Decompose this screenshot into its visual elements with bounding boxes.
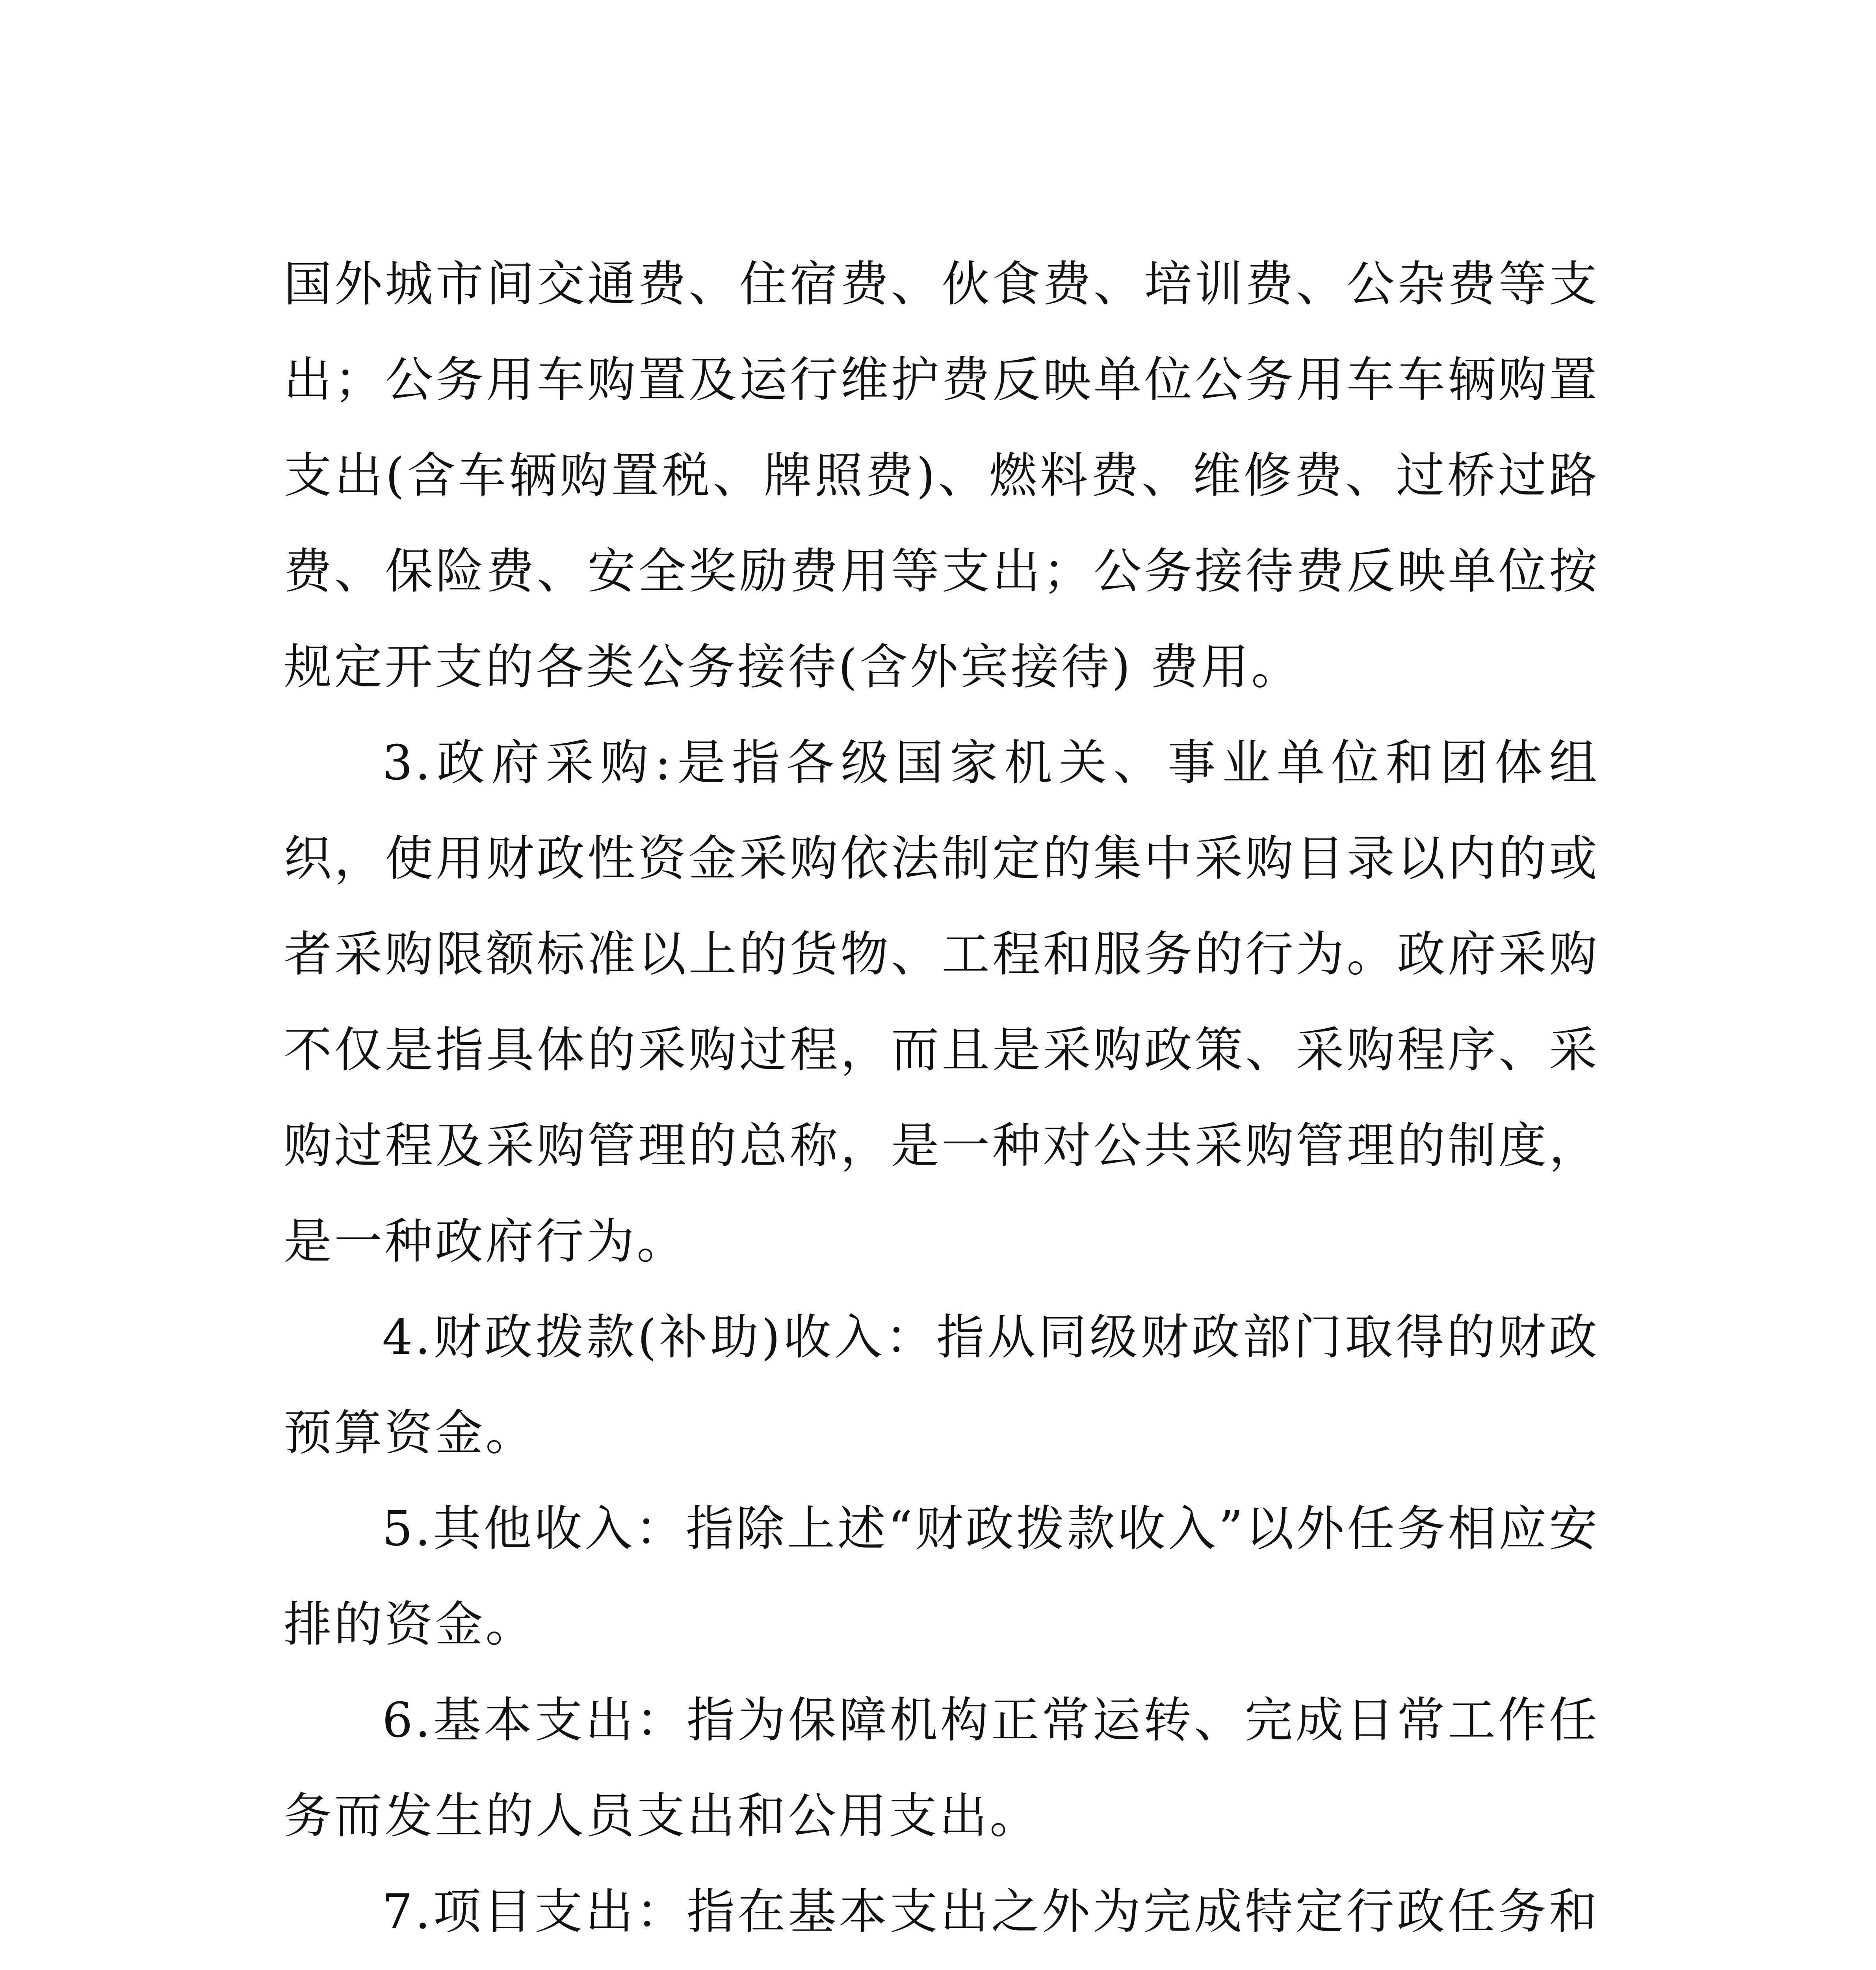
paragraph-continuation-public-expenses: 国外城市间交通费、住宿费、伙食费、培训费、公杂费等支出；公务用车购置及运行维护费反映单位公务用车车辆购置支出(含车辆购置税、牌照费)、燃料费、维修费、过桥过路费、保险费、安全奖励费用等支出；公务接待费反映单位按规定开支的各类公务接待(含外宾接待) 费用。: [284, 256, 1599, 695]
paragraph-basic-expenditure: 6.基本支出：指为保障机构正常运转、完成日常工作任务而发生的人员支出和公用支出。: [284, 1692, 1599, 1844]
paragraph-project-expenditure: 7.项目支出：指在基本支出之外为完成特定行政任务和: [382, 1884, 1599, 1940]
document-body: [284, 236, 1599, 1970]
paragraph-fiscal-appropriation-income: 4.财政拨款(补助)收入：指从同级财政部门取得的财政预算资金。: [284, 1309, 1599, 1461]
paragraph-other-income: 5.其他收入：指除上述“财政拨款收入”以外任务相应安排的资金。: [284, 1501, 1599, 1652]
paragraph-government-procurement: 3.政府采购:是指各级国家机关、事业单位和团体组织，使用财政性资金采购依法制定的集中采购目录以内的或者采购限额标准以上的货物、工程和服务的行为。政府采购不仅是指具体的采购过程，而且是采购政策、采购程序、采购过程及采购管理的总称，是一种对公共采购管理的制度，是一种政府行为。: [284, 735, 1599, 1269]
